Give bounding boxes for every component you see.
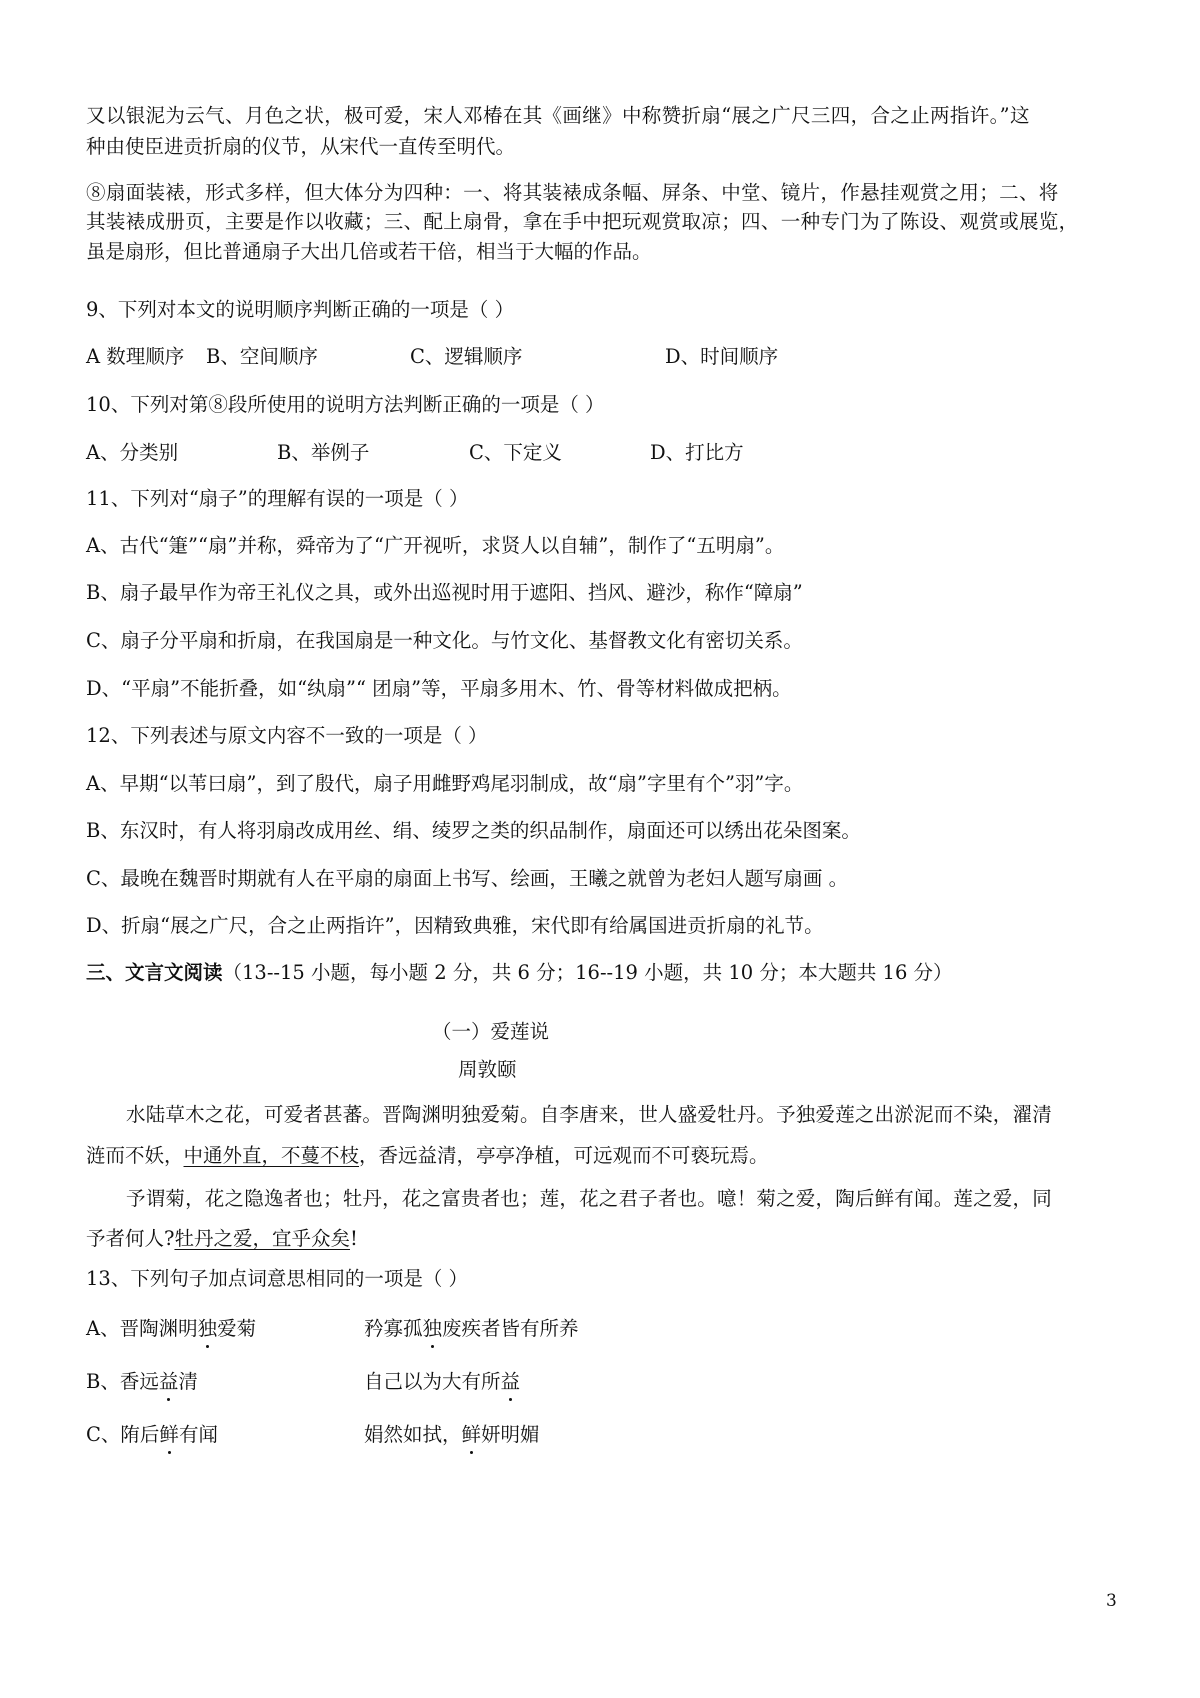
question-13-option-b-left xyxy=(86,1369,198,1395)
option-text: 爱菊 xyxy=(217,1317,257,1340)
question-12-stem: 12、下列表述与原文内容不一致的一项是（ ） xyxy=(86,724,488,747)
page-number: 3 xyxy=(1106,1591,1117,1611)
question-13-option-c-right xyxy=(364,1422,540,1448)
option-text: 清 xyxy=(178,1370,198,1393)
question-11-option-c: C、扇子分平扇和折扇，在我国扇是一种文化。与竹文化、基督教文化有密切关系。 xyxy=(86,629,803,652)
question-10-option-a: A、分类别 xyxy=(86,441,179,464)
question-13-option-a-left xyxy=(86,1316,256,1342)
question-12-option-d: D、折扇“展之广尺，合之止两指许”，因精致典雅，宋代即有给属国进贡折扇的礼节。 xyxy=(86,914,824,937)
paragraph-7-line-2: 种由使臣进贡折扇的仪节，从宋代一直传至明代。 xyxy=(86,135,516,158)
question-11-option-d: D、“平扇”不能折叠，如“纨扇”“ 团扇”等，平扇多用木、竹、骨等材料做成把柄。 xyxy=(86,677,792,700)
question-13-option-b-right xyxy=(364,1369,520,1395)
question-10-option-c: C、下定义 xyxy=(469,441,562,464)
question-12-option-b: B、东汉时，有人将羽扇改成用丝、绢、绫罗之类的织品制作，扇面还可以绣出花朵图案。 xyxy=(86,819,861,842)
question-10-option-b: B、举例子 xyxy=(277,441,370,464)
section-3-score-note: （13--15 小题，每小题 2 分，共 6 分；16--19 小题，共 10 分；本大题共 16 分） xyxy=(222,961,953,984)
dotted-char: 独 xyxy=(422,1317,443,1340)
question-9-option-a: A 数理顺序 xyxy=(86,345,185,368)
passage-paragraph-1-line-2 xyxy=(86,1143,1126,1169)
dotted-char: 益 xyxy=(500,1370,521,1393)
question-10-stem: 10、下列对第⑧段所使用的说明方法判断正确的一项是（ ） xyxy=(86,393,605,416)
underlined-phrase-2: 牡丹之爱，宜乎众矣 xyxy=(174,1227,350,1250)
question-13-stem: 13、下列句子加点词意思相同的一项是（ ） xyxy=(86,1267,469,1290)
option-text: B、香远 xyxy=(86,1370,159,1393)
option-text: 废疾者皆有所养 xyxy=(442,1317,579,1340)
paragraph-8-line-1: ⑧扇面装裱，形式多样，但大体分为四种：一、将其装裱成条幅、屏条、中堂、镜片，作悬挂观赏之用；二、将 xyxy=(86,181,1059,204)
question-9-option-c: C、逻辑顺序 xyxy=(410,345,523,368)
section-3-title: 三、文言文阅读 xyxy=(86,961,223,984)
passage-paragraph-2-line-1: 予谓菊，花之隐逸者也；牡丹，花之富贵者也；莲，花之君子者也。噫！菊之爱，陶后鲜有闻。莲之爱，同 xyxy=(126,1187,1052,1210)
passage-text: ，香远益清，亭亭净植，可远观而不可亵玩焉。 xyxy=(359,1144,769,1167)
passage-text: 涟而不妖， xyxy=(86,1144,184,1167)
paragraph-8-line-2: 其装裱成册页，主要是作以收藏；三、配上扇骨，拿在手中把玩观赏取凉；四、一种专门为了陈设、观赏或展览， xyxy=(86,210,1079,233)
passage-text: ! xyxy=(349,1227,358,1250)
passage-title: （一）爱莲说 xyxy=(432,1020,550,1043)
paragraph-8-line-3: 虽是扇形，但比普通扇子大出几倍或若干倍，相当于大幅的作品。 xyxy=(86,240,652,263)
dotted-char: 鲜 xyxy=(461,1423,482,1446)
dotted-char: 独 xyxy=(197,1317,218,1340)
passage-author: 周敦颐 xyxy=(458,1058,517,1081)
dotted-char: 益 xyxy=(158,1370,179,1393)
option-text: 妍明媚 xyxy=(481,1423,540,1446)
underlined-phrase-1: 中通外直，不蔓不枝 xyxy=(183,1144,360,1167)
option-text: C、陏后 xyxy=(86,1423,160,1446)
question-9-option-d: D、时间顺序 xyxy=(665,345,779,368)
option-text: A、晋陶渊明 xyxy=(86,1317,198,1340)
paragraph-7-line-1: 又以银泥为云气、月色之状，极可爱，宋人邓椿在其《画继》中称赞折扇“展之广尺三四，合之止两指许。”这 xyxy=(86,104,1030,127)
section-3-heading xyxy=(86,960,1126,986)
option-text: 矜寡孤 xyxy=(364,1317,423,1340)
question-11-option-a: A、古代“箑”“扇”并称，舜帝为了“广开视听，求贤人以自辅”，制作了“五明扇”。 xyxy=(86,534,785,557)
question-9-stem: 9、下列对本文的说明顺序判断正确的一项是（ ） xyxy=(86,298,515,321)
option-text: 有闻 xyxy=(178,1423,218,1446)
question-9-option-b: B、空间顺序 xyxy=(206,345,318,368)
passage-text: 予者何人? xyxy=(86,1227,175,1250)
question-11-stem: 11、下列对“扇子”的理解有误的一项是（ ） xyxy=(86,487,469,510)
dotted-char: 鲜 xyxy=(159,1423,179,1446)
question-12-option-c: C、最晚在魏晋时期就有人在平扇的扇面上书写、绘画，王曦之就曾为老妇人题写扇画 。 xyxy=(86,867,849,890)
passage-paragraph-2-line-2 xyxy=(86,1226,1126,1252)
option-text: 自己以为大有所 xyxy=(364,1370,501,1393)
question-11-option-b: B、扇子最早作为帝王礼仪之具，或外出巡视时用于遮阳、挡风、避沙，称作“障扇” xyxy=(86,581,803,604)
question-12-option-a: A、早期“以苇曰扇”，到了殷代，扇子用雌野鸡尾羽制成，故“扇”字里有个”羽”字。 xyxy=(86,772,804,795)
question-13-option-a-right xyxy=(364,1316,579,1342)
question-13-option-c-left xyxy=(86,1422,218,1448)
passage-paragraph-1-line-1: 水陆草木之花，可爱者甚蕃。晋陶渊明独爱菊。自李唐来，世人盛爱牡丹。予独爱莲之出淤泥而不染，濯清 xyxy=(126,1103,1052,1126)
option-text: 娟然如拭， xyxy=(364,1423,462,1446)
question-10-option-d: D、打比方 xyxy=(650,441,744,464)
